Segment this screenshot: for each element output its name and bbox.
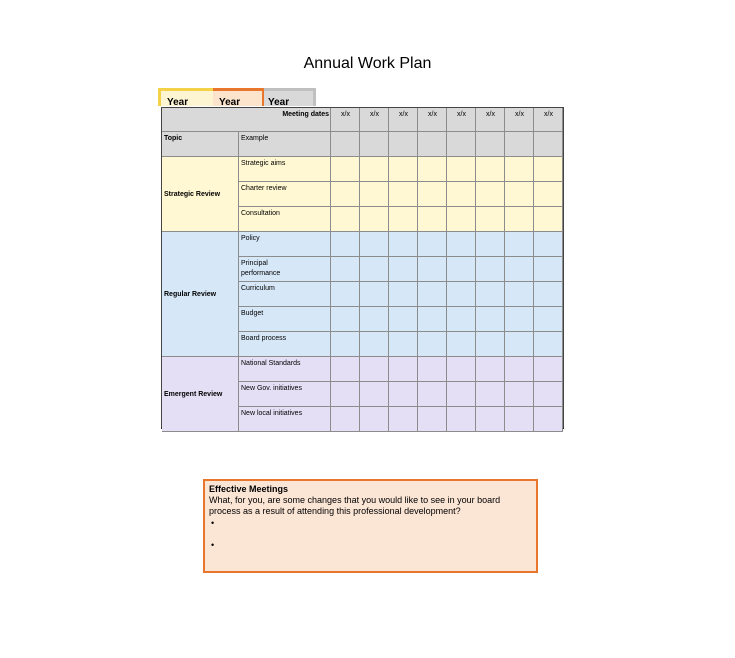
plan-cell bbox=[447, 407, 476, 432]
plan-cell bbox=[505, 282, 534, 307]
plan-cell bbox=[505, 407, 534, 432]
plan-cell bbox=[389, 307, 418, 332]
plan-cell bbox=[447, 257, 476, 282]
plan-cell bbox=[360, 182, 389, 207]
example-date-cell bbox=[389, 132, 418, 157]
plan-cell bbox=[331, 182, 360, 207]
plan-cell bbox=[331, 257, 360, 282]
year-tab-1[interactable]: Year bbox=[158, 88, 214, 106]
plan-cell bbox=[389, 182, 418, 207]
plan-cell bbox=[476, 332, 505, 357]
plan-cell bbox=[389, 407, 418, 432]
plan-cell bbox=[331, 382, 360, 407]
plan-cell bbox=[418, 157, 447, 182]
plan-cell bbox=[331, 282, 360, 307]
plan-cell bbox=[331, 207, 360, 232]
item-label: Board process bbox=[241, 335, 287, 342]
plan-cell bbox=[447, 182, 476, 207]
effective-meetings-title: Effective Meetings bbox=[209, 484, 289, 494]
plan-cell bbox=[389, 157, 418, 182]
plan-cell bbox=[505, 157, 534, 182]
plan-cell bbox=[447, 307, 476, 332]
plan-cell bbox=[331, 307, 360, 332]
meeting-date-value: x/x bbox=[341, 111, 350, 118]
plan-cell bbox=[360, 282, 389, 307]
plan-cell bbox=[534, 232, 563, 257]
plan-cell bbox=[389, 282, 418, 307]
plan-cell bbox=[505, 232, 534, 257]
meeting-date-value: x/x bbox=[544, 111, 553, 118]
plan-cell bbox=[505, 207, 534, 232]
plan-cell bbox=[505, 182, 534, 207]
plan-cell bbox=[360, 332, 389, 357]
meeting-date-value: x/x bbox=[457, 111, 466, 118]
plan-cell bbox=[476, 307, 505, 332]
example-date-cell bbox=[331, 132, 360, 157]
plan-cell bbox=[534, 282, 563, 307]
plan-cell bbox=[389, 357, 418, 382]
plan-cell bbox=[476, 157, 505, 182]
plan-cell bbox=[418, 357, 447, 382]
plan-cell bbox=[476, 407, 505, 432]
plan-cell bbox=[447, 207, 476, 232]
plan-cell bbox=[360, 207, 389, 232]
item-label: Principal performance bbox=[241, 260, 281, 277]
item-label: National Standards bbox=[241, 360, 301, 367]
plan-cell bbox=[418, 182, 447, 207]
plan-cell bbox=[505, 257, 534, 282]
plan-cell bbox=[447, 282, 476, 307]
plan-cell bbox=[447, 382, 476, 407]
example-date-cell bbox=[534, 132, 563, 157]
plan-cell bbox=[360, 157, 389, 182]
plan-cell bbox=[418, 207, 447, 232]
group-label: Regular Review bbox=[164, 290, 217, 298]
example-date-cell bbox=[418, 132, 447, 157]
meeting-date-value: x/x bbox=[370, 111, 379, 118]
item-label: New local initiatives bbox=[241, 410, 303, 417]
plan-cell bbox=[476, 382, 505, 407]
group-label: Emergent Review bbox=[164, 390, 223, 398]
plan-cell bbox=[389, 207, 418, 232]
plan-cell bbox=[389, 232, 418, 257]
bullet-2: • bbox=[211, 540, 215, 550]
plan-cell bbox=[331, 157, 360, 182]
plan-cell bbox=[534, 382, 563, 407]
plan-cell bbox=[534, 157, 563, 182]
page-title: Annual Work Plan bbox=[303, 55, 432, 72]
year-tab-3[interactable]: Year bbox=[264, 88, 316, 106]
plan-cell bbox=[418, 332, 447, 357]
plan-cell bbox=[534, 207, 563, 232]
plan-cell bbox=[447, 332, 476, 357]
meeting-dates-label: Meeting dates bbox=[282, 111, 329, 118]
plan-cell bbox=[331, 332, 360, 357]
plan-cell bbox=[476, 282, 505, 307]
plan-cell bbox=[418, 307, 447, 332]
plan-cell bbox=[360, 357, 389, 382]
plan-cell bbox=[331, 232, 360, 257]
plan-cell bbox=[389, 257, 418, 282]
plan-cell bbox=[360, 232, 389, 257]
plan-cell bbox=[360, 382, 389, 407]
item-label: New Gov. initiatives bbox=[241, 385, 302, 392]
plan-cell bbox=[534, 332, 563, 357]
example-date-cell bbox=[447, 132, 476, 157]
meeting-date-value: x/x bbox=[515, 111, 524, 118]
plan-cell bbox=[389, 382, 418, 407]
plan-cell bbox=[505, 307, 534, 332]
plan-cell bbox=[476, 207, 505, 232]
plan-cell bbox=[505, 382, 534, 407]
plan-cell bbox=[418, 282, 447, 307]
plan-cell bbox=[447, 357, 476, 382]
effective-meetings-box bbox=[203, 479, 538, 573]
topic-label: Topic bbox=[164, 135, 183, 142]
plan-cell bbox=[505, 357, 534, 382]
plan-cell bbox=[476, 357, 505, 382]
plan-cell bbox=[447, 232, 476, 257]
plan-cell bbox=[447, 157, 476, 182]
plan-cell bbox=[418, 407, 447, 432]
item-label: Consultation bbox=[241, 210, 280, 217]
effective-meetings-question: What, for you, are some changes that you would like to see in your board process as a result of attending this professional development? bbox=[209, 495, 501, 516]
plan-cell bbox=[476, 232, 505, 257]
bullet-1: • bbox=[211, 518, 215, 528]
example-date-cell bbox=[505, 132, 534, 157]
item-label: Budget bbox=[241, 310, 264, 317]
plan-cell bbox=[534, 182, 563, 207]
plan-cell bbox=[476, 257, 505, 282]
plan-cell bbox=[331, 407, 360, 432]
year-tab-2[interactable]: Year bbox=[213, 88, 265, 106]
plan-cell bbox=[418, 382, 447, 407]
plan-cell bbox=[360, 257, 389, 282]
plan-cell bbox=[418, 257, 447, 282]
plan-cell bbox=[360, 407, 389, 432]
plan-cell bbox=[476, 182, 505, 207]
plan-cell bbox=[534, 357, 563, 382]
plan-cell bbox=[505, 332, 534, 357]
plan-cell bbox=[534, 407, 563, 432]
item-label: Charter review bbox=[241, 185, 287, 192]
meeting-date-value: x/x bbox=[428, 111, 437, 118]
plan-cell bbox=[389, 332, 418, 357]
example-date-cell bbox=[476, 132, 505, 157]
meeting-date-value: x/x bbox=[486, 111, 495, 118]
plan-cell bbox=[534, 307, 563, 332]
plan-cell bbox=[331, 357, 360, 382]
item-label: Curriculum bbox=[241, 285, 275, 292]
plan-cell bbox=[534, 257, 563, 282]
example-date-cell bbox=[360, 132, 389, 157]
item-label: Strategic aims bbox=[241, 160, 286, 167]
work-plan-table bbox=[161, 107, 564, 429]
group-label: Strategic Review bbox=[164, 190, 221, 198]
example-label: Example bbox=[241, 135, 269, 142]
plan-cell bbox=[360, 307, 389, 332]
plan-cell bbox=[418, 232, 447, 257]
meeting-date-value: x/x bbox=[399, 111, 408, 118]
item-label: Policy bbox=[241, 235, 260, 242]
